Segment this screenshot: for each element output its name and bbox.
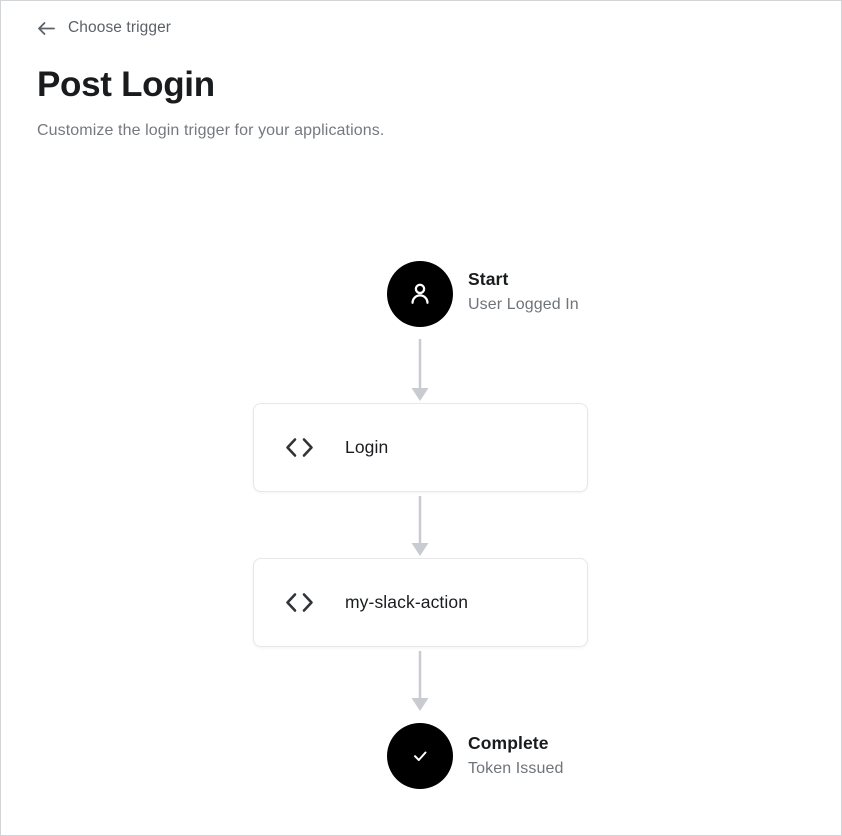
action-label: Login — [345, 437, 389, 457]
complete-subtitle: Token Issued — [468, 760, 564, 777]
start-subtitle: User Logged In — [468, 296, 579, 313]
code-icon — [284, 592, 315, 613]
back-link[interactable] — [37, 19, 171, 37]
start-title: Start — [468, 269, 509, 289]
action-label: my-slack-action — [345, 592, 469, 612]
connector-arrow-1 — [410, 339, 430, 401]
start-node-label — [468, 269, 579, 314]
back-link-label: Choose trigger — [68, 19, 172, 36]
back-arrow-icon — [37, 21, 55, 36]
check-icon — [409, 745, 431, 767]
code-icon — [284, 437, 315, 458]
start-node — [387, 261, 453, 327]
complete-node-label — [468, 733, 563, 778]
action-card-login[interactable] — [253, 403, 588, 492]
page-title: Post Login — [37, 65, 215, 104]
page-subtitle: Customize the login trigger for your applications. — [37, 122, 385, 139]
connector-arrow-3 — [410, 651, 430, 711]
action-card-my-slack-action[interactable] — [253, 558, 588, 647]
connector-arrow-2 — [410, 496, 430, 556]
user-icon — [404, 278, 436, 310]
complete-node — [387, 723, 453, 789]
complete-title: Complete — [468, 733, 549, 753]
